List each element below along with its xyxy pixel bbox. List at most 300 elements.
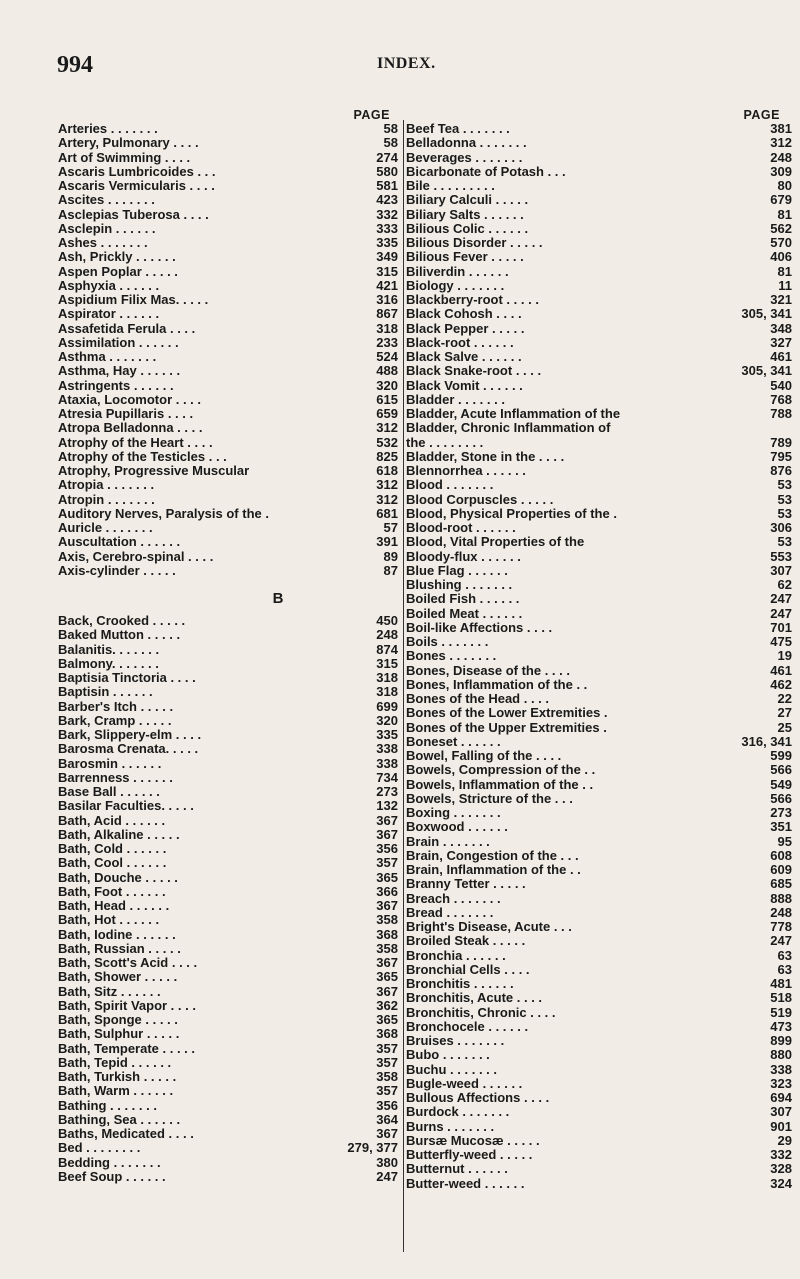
- index-term: Broiled Steak . . . . .: [406, 934, 526, 949]
- index-entry: [406, 920, 792, 934]
- index-page: 338: [376, 741, 398, 757]
- index-page: 699: [376, 698, 398, 714]
- index-page: 274: [376, 149, 398, 165]
- index-entry: [406, 1148, 792, 1162]
- index-term: Bladder, Chronic Inflammation of: [406, 421, 611, 436]
- index-page: 305, 341: [741, 306, 792, 322]
- index-page: 351: [770, 819, 792, 835]
- index-term: Aspidium Filix Mas. . . . .: [58, 293, 209, 307]
- index-entry: [58, 742, 398, 756]
- index-entry: [58, 1056, 398, 1070]
- index-entry: [58, 450, 398, 464]
- index-term: Balmony. . . . . . .: [58, 656, 159, 671]
- index-term: Bowels, Inflammation of the . .: [406, 777, 594, 792]
- index-term: Ataxia, Locomotor . . . .: [58, 392, 202, 407]
- index-entry: [406, 592, 792, 606]
- index-entry: [58, 871, 398, 885]
- index-page: 365: [376, 1012, 398, 1027]
- index-page: 335: [376, 235, 398, 250]
- index-term: Boxing . . . . . . .: [406, 806, 501, 820]
- index-page: 306: [770, 520, 792, 535]
- index-entry: [58, 293, 398, 307]
- index-term: Biology . . . . . . .: [406, 278, 505, 293]
- index-page: 367: [376, 898, 398, 913]
- index-term: Bath, Scott's Acid . . . .: [58, 956, 198, 970]
- index-entry: [406, 1020, 792, 1034]
- index-entry: [58, 1042, 398, 1056]
- index-page: 367: [376, 1126, 398, 1141]
- index-term: Balanitis. . . . . . .: [58, 642, 160, 657]
- index-page: 25: [777, 719, 792, 735]
- index-entry: [406, 478, 792, 492]
- page-title: INDEX.: [377, 55, 436, 72]
- index-term: the . . . . . . . .: [406, 435, 484, 450]
- index-entry: [58, 350, 398, 364]
- index-page: 248: [770, 149, 792, 165]
- index-page: 318: [376, 684, 398, 700]
- index-term: Baked Mutton . . . . .: [58, 628, 181, 643]
- index-term: Barosmin . . . . . .: [58, 756, 162, 771]
- index-page: 366: [376, 883, 398, 899]
- index-page: [754, 421, 792, 435]
- index-page: 461: [770, 662, 792, 678]
- index-page: 248: [770, 904, 792, 920]
- index-page: 609: [770, 862, 792, 877]
- index-entry: [58, 322, 398, 336]
- page-header: [0, 52, 800, 78]
- index-page: 899: [770, 1033, 792, 1048]
- index-page: 307: [770, 1104, 792, 1120]
- index-term: Black Pepper . . . . .: [406, 321, 525, 336]
- index-term: Artery, Pulmonary . . . .: [58, 136, 199, 151]
- index-entry: [406, 165, 792, 179]
- index-page: 540: [770, 377, 792, 393]
- index-page: 312: [376, 491, 398, 507]
- index-page: 316, 341: [741, 733, 792, 749]
- index-term: Ash, Prickly . . . . . .: [58, 250, 176, 265]
- index-page: 338: [376, 755, 398, 771]
- index-term: Bath, Cool . . . . . .: [58, 856, 167, 871]
- index-entry: [58, 628, 398, 642]
- index-term: Aspen Poplar . . . . .: [58, 264, 178, 279]
- index-entry: [406, 464, 792, 478]
- index-page: 57: [383, 520, 398, 535]
- index-entry: [58, 507, 398, 521]
- index-page: 356: [376, 1097, 398, 1113]
- index-page: 335: [376, 727, 398, 742]
- index-term: Bronchitis . . . . . .: [406, 977, 514, 991]
- index-entry: [58, 614, 398, 628]
- index-entry: [58, 179, 398, 193]
- index-entry: [406, 364, 792, 378]
- index-entry: [406, 222, 792, 236]
- index-term: Burdock . . . . . . .: [406, 1105, 510, 1120]
- index-term: Auscultation . . . . . .: [58, 535, 181, 550]
- index-entry: [406, 906, 792, 920]
- page-column-heading: PAGE: [353, 108, 390, 122]
- index-term: Beverages . . . . . . .: [406, 150, 523, 165]
- index-page: 423: [376, 192, 398, 208]
- index-term: Bath, Russian . . . . .: [58, 941, 181, 956]
- index-entry: [406, 193, 792, 207]
- index-page: 247: [770, 591, 792, 607]
- index-entry: [406, 792, 792, 806]
- index-entry: [406, 1048, 792, 1062]
- index-entry: [58, 436, 398, 450]
- index-page: 233: [376, 334, 398, 350]
- index-term: Bowel, Falling of the . . . .: [406, 749, 562, 763]
- index-entry: [406, 151, 792, 165]
- index-entry: [58, 785, 398, 799]
- index-term: Aspirator . . . . . .: [58, 307, 160, 322]
- index-page: 450: [376, 613, 398, 628]
- index-entry: [406, 763, 792, 777]
- index-entry: [406, 949, 792, 963]
- index-page: 22: [777, 691, 792, 706]
- index-entry: [406, 735, 792, 749]
- index-term: Boxwood . . . . . .: [406, 820, 508, 835]
- index-term: Bones . . . . . . .: [406, 649, 497, 664]
- index-term: Bronchitis, Acute . . . .: [406, 991, 543, 1006]
- index-entry: [58, 393, 398, 407]
- index-entry: [58, 222, 398, 236]
- index-page: 867: [376, 306, 398, 322]
- index-term: Bursæ Mucosæ . . . . .: [406, 1133, 540, 1148]
- index-page: 328: [770, 1161, 792, 1177]
- index-term: Buchu . . . . . . .: [406, 1062, 498, 1077]
- index-page: 332: [770, 1147, 792, 1162]
- index-term: Bilious Disorder . . . . .: [406, 236, 543, 250]
- index-term: Blood . . . . . . .: [406, 478, 494, 493]
- index-entry: [406, 649, 792, 663]
- index-term: Bugle-weed . . . . . .: [406, 1076, 523, 1091]
- index-entry: [58, 478, 398, 492]
- index-page: 248: [376, 627, 398, 643]
- index-entry: [58, 728, 398, 742]
- index-page: 349: [376, 249, 398, 265]
- index-term: Bark, Cramp . . . . .: [58, 713, 172, 728]
- index-entry: [58, 136, 398, 150]
- index-page: 553: [770, 548, 792, 564]
- index-entry: [58, 856, 398, 870]
- index-entry: [406, 535, 792, 549]
- index-page: 659: [376, 406, 398, 421]
- index-entry: [58, 913, 398, 927]
- index-term: Ascaris Vermicularis . . . .: [58, 179, 215, 193]
- index-term: Boiled Fish . . . . . .: [406, 592, 520, 607]
- index-entry: [58, 307, 398, 321]
- index-term: Belladonna . . . . . . .: [406, 136, 527, 151]
- index-term: Baths, Medicated . . . .: [58, 1127, 194, 1141]
- index-term: Butternut . . . . . .: [406, 1162, 508, 1177]
- index-page: 788: [770, 406, 792, 421]
- index-term: Auricle . . . . . . .: [58, 521, 153, 535]
- index-page: 888: [770, 890, 792, 906]
- index-term: Asthma, Hay . . . . . .: [58, 364, 181, 379]
- index-page: 19: [777, 648, 792, 664]
- index-entry: [58, 364, 398, 378]
- index-term: Bowels, Compression of the . .: [406, 763, 596, 778]
- index-term: Axis, Cerebro-spinal . . . .: [58, 549, 214, 564]
- index-term: Blackberry-root . . . . .: [406, 293, 539, 307]
- index-page: 876: [770, 463, 792, 478]
- index-entry: [58, 828, 398, 842]
- index-page: 685: [770, 876, 792, 892]
- index-page: 316: [376, 292, 398, 307]
- index-entry: [406, 564, 792, 578]
- index-entry: [58, 464, 398, 478]
- index-entry: [58, 1156, 398, 1170]
- index-term: Boils . . . . . . .: [406, 635, 489, 649]
- index-page: 901: [770, 1118, 792, 1134]
- index-term: Bath, Foot . . . . . .: [58, 884, 166, 899]
- index-entry: [58, 208, 398, 222]
- index-term: Atropin . . . . . . .: [58, 492, 155, 507]
- index-entry: [58, 1070, 398, 1084]
- index-term: Bath, Cold . . . . . .: [58, 842, 167, 856]
- index-page: 327: [770, 334, 792, 350]
- index-entry: [406, 1105, 792, 1119]
- index-entry: [406, 607, 792, 621]
- index-term: Bile . . . . . . . . .: [406, 179, 495, 193]
- index-page: 825: [376, 448, 398, 464]
- index-page: 132: [376, 798, 398, 814]
- index-page: 367: [376, 826, 398, 842]
- index-page: 618: [376, 463, 398, 478]
- index-entry: [58, 250, 398, 264]
- index-entry: [406, 778, 792, 792]
- index-page: 367: [376, 955, 398, 970]
- index-term: Baptisin . . . . . .: [58, 685, 153, 700]
- index-entry: [406, 991, 792, 1005]
- index-entry: [406, 136, 792, 150]
- index-page: 368: [376, 926, 398, 942]
- index-page: 53: [777, 477, 792, 493]
- index-page: 357: [376, 855, 398, 871]
- index-term: Baptisia Tinctoria . . . .: [58, 671, 196, 685]
- index-page: 874: [376, 641, 398, 657]
- index-page: 475: [770, 634, 792, 649]
- index-entry: [58, 193, 398, 207]
- index-term: Bicarbonate of Potash . . .: [406, 164, 566, 179]
- index-term: Auditory Nerves, Paralysis of the .: [58, 506, 269, 521]
- index-entry: [58, 999, 398, 1013]
- index-entry: [58, 814, 398, 828]
- index-entry: [406, 265, 792, 279]
- index-term: Atrophy of the Testicles . . .: [58, 449, 227, 464]
- index-page: 89: [383, 548, 398, 564]
- index-page: 581: [376, 178, 398, 193]
- index-entry: [58, 336, 398, 350]
- index-term: Butter-weed . . . . . .: [406, 1176, 525, 1191]
- index-term: Bath, Douche . . . . .: [58, 870, 178, 885]
- index-entry: [406, 122, 792, 136]
- index-entry: [406, 706, 792, 720]
- index-entry: [58, 265, 398, 279]
- index-page: 321: [770, 292, 792, 307]
- index-term: Axis-cylinder . . . . .: [58, 563, 176, 578]
- index-page: 29: [777, 1132, 792, 1148]
- index-term: Bath, Tepid . . . . . .: [58, 1055, 172, 1070]
- index-entry: [406, 721, 792, 735]
- index-page: 324: [770, 1175, 792, 1191]
- index-term: Branny Tetter . . . . .: [406, 877, 526, 892]
- index-term: Bath, Warm . . . . . .: [58, 1084, 174, 1099]
- index-term: Blushing . . . . . . .: [406, 578, 513, 592]
- index-page: 358: [376, 1069, 398, 1084]
- index-entry: [58, 165, 398, 179]
- index-term: Bladder, Acute Inflammation of the: [406, 407, 621, 421]
- index-entry: [58, 771, 398, 785]
- index-page: 462: [770, 676, 792, 692]
- index-page: 357: [376, 1083, 398, 1099]
- index-page: 307: [770, 562, 792, 578]
- index-entry: [406, 379, 792, 393]
- index-entry: [58, 151, 398, 165]
- index-page: 53: [777, 491, 792, 507]
- index-page: 318: [376, 670, 398, 685]
- index-page: 338: [770, 1061, 792, 1077]
- index-term: Atropa Belladonna . . . .: [58, 421, 203, 436]
- index-page: 681: [376, 505, 398, 521]
- index-page: 778: [770, 919, 792, 934]
- index-page: 365: [376, 969, 398, 985]
- index-term: Bones, Inflammation of the . .: [406, 677, 588, 692]
- page-column-heading: PAGE: [743, 108, 780, 122]
- index-entry: [58, 1099, 398, 1113]
- index-term: Brain . . . . . . .: [406, 834, 490, 849]
- index-page: 312: [376, 420, 398, 436]
- index-term: Bruises . . . . . . .: [406, 1034, 505, 1048]
- index-page: 348: [770, 320, 792, 336]
- index-term: Beef Tea . . . . . . .: [406, 122, 510, 136]
- index-term: Bath, Sponge . . . . .: [58, 1013, 178, 1027]
- index-entry: [406, 692, 792, 706]
- index-term: Bullous Affections . . . .: [406, 1091, 550, 1105]
- index-term: Black Cohosh . . . .: [406, 307, 522, 322]
- index-entry: [406, 507, 792, 521]
- index-page: 11: [778, 277, 792, 293]
- index-entry: [58, 899, 398, 913]
- index-page: 320: [376, 712, 398, 728]
- index-page: 95: [777, 833, 792, 849]
- index-entry: [406, 1034, 792, 1048]
- index-page: 362: [376, 997, 398, 1013]
- index-term: Bath, Alkaline . . . . .: [58, 827, 180, 842]
- index-page: 608: [770, 847, 792, 863]
- index-page: 391: [376, 534, 398, 550]
- index-entry: [58, 564, 398, 578]
- index-entry: [58, 671, 398, 685]
- index-entry: [406, 1177, 792, 1191]
- index-term: Biliverdin . . . . . .: [406, 264, 509, 279]
- index-page: 247: [376, 1168, 398, 1184]
- index-page: 615: [376, 391, 398, 407]
- index-page: 518: [770, 990, 792, 1006]
- index-page: 461: [770, 349, 792, 364]
- index-term: Burns . . . . . . .: [406, 1119, 495, 1134]
- index-page: 357: [376, 1054, 398, 1070]
- index-term: Breach . . . . . . .: [406, 891, 501, 906]
- index-term: Asthma . . . . . . .: [58, 350, 157, 364]
- index-term: Bath, Temperate . . . . .: [58, 1041, 196, 1056]
- index-term: Bed . . . . . . . .: [58, 1141, 141, 1156]
- index-entry: [58, 685, 398, 699]
- index-entry: [58, 928, 398, 942]
- index-entry: [58, 1013, 398, 1027]
- index-page: 580: [376, 163, 398, 179]
- index-page: 358: [376, 912, 398, 928]
- index-entry: [406, 1077, 792, 1091]
- index-entry: [58, 885, 398, 899]
- index-page: 519: [770, 1004, 792, 1020]
- index-term: Bath, Sitz . . . . . .: [58, 984, 161, 999]
- index-term: Bath, Turkish . . . . .: [58, 1070, 177, 1084]
- index-page: 566: [770, 762, 792, 778]
- index-term: Bilious Colic . . . . . .: [406, 221, 529, 236]
- index-page: 365: [376, 869, 398, 885]
- index-page: 357: [376, 1040, 398, 1056]
- index-entry: [406, 421, 792, 435]
- index-page: 273: [770, 805, 792, 820]
- index-column-right: [406, 108, 792, 1191]
- index-page: 320: [376, 377, 398, 393]
- index-term: Atropia . . . . . . .: [58, 478, 155, 493]
- index-entry: [406, 664, 792, 678]
- index-term: Black Salve . . . . . .: [406, 350, 522, 364]
- index-page: 63: [777, 947, 792, 963]
- index-term: Black Snake-root . . . .: [406, 364, 542, 379]
- index-entry: [406, 892, 792, 906]
- page-number: 994: [57, 52, 93, 78]
- index-term: Bedding . . . . . . .: [58, 1155, 161, 1170]
- index-entry: [58, 279, 398, 293]
- index-entry: [58, 942, 398, 956]
- index-term: Bladder . . . . . . .: [406, 392, 505, 407]
- index-page: 549: [770, 776, 792, 792]
- index-term: Bones of the Head . . . .: [406, 692, 550, 706]
- index-entry: [406, 749, 792, 763]
- index-entry: [406, 521, 792, 535]
- index-term: Beef Soup . . . . . .: [58, 1169, 166, 1184]
- index-page: 81: [777, 263, 792, 279]
- index-term: Arteries . . . . . . .: [58, 122, 158, 136]
- index-entry: [58, 657, 398, 671]
- index-term: Black Vomit . . . . . .: [406, 378, 523, 393]
- index-entry: [58, 535, 398, 549]
- index-entry: [406, 820, 792, 834]
- index-entry: [58, 1113, 398, 1127]
- index-entry: [406, 550, 792, 564]
- index-page: 734: [376, 769, 398, 785]
- index-term: Atresia Pupillaris . . . .: [58, 407, 194, 421]
- index-entry: [406, 179, 792, 193]
- index-entry: [58, 1170, 398, 1184]
- index-page: 532: [376, 434, 398, 450]
- index-entry: [406, 806, 792, 820]
- index-term: Bath, Sulphur . . . . .: [58, 1027, 180, 1042]
- index-term: Bones of the Upper Extremities .: [406, 720, 607, 735]
- index-page: 679: [770, 192, 792, 208]
- index-entry: [406, 963, 792, 977]
- index-page: 247: [770, 605, 792, 621]
- index-page: 406: [770, 249, 792, 265]
- index-page: 53: [777, 534, 792, 550]
- index-term: Brain, Congestion of the . . .: [406, 848, 579, 863]
- index-page: 53: [777, 505, 792, 521]
- index-entry: [406, 635, 792, 649]
- index-term: Barosma Crenata. . . . .: [58, 742, 199, 757]
